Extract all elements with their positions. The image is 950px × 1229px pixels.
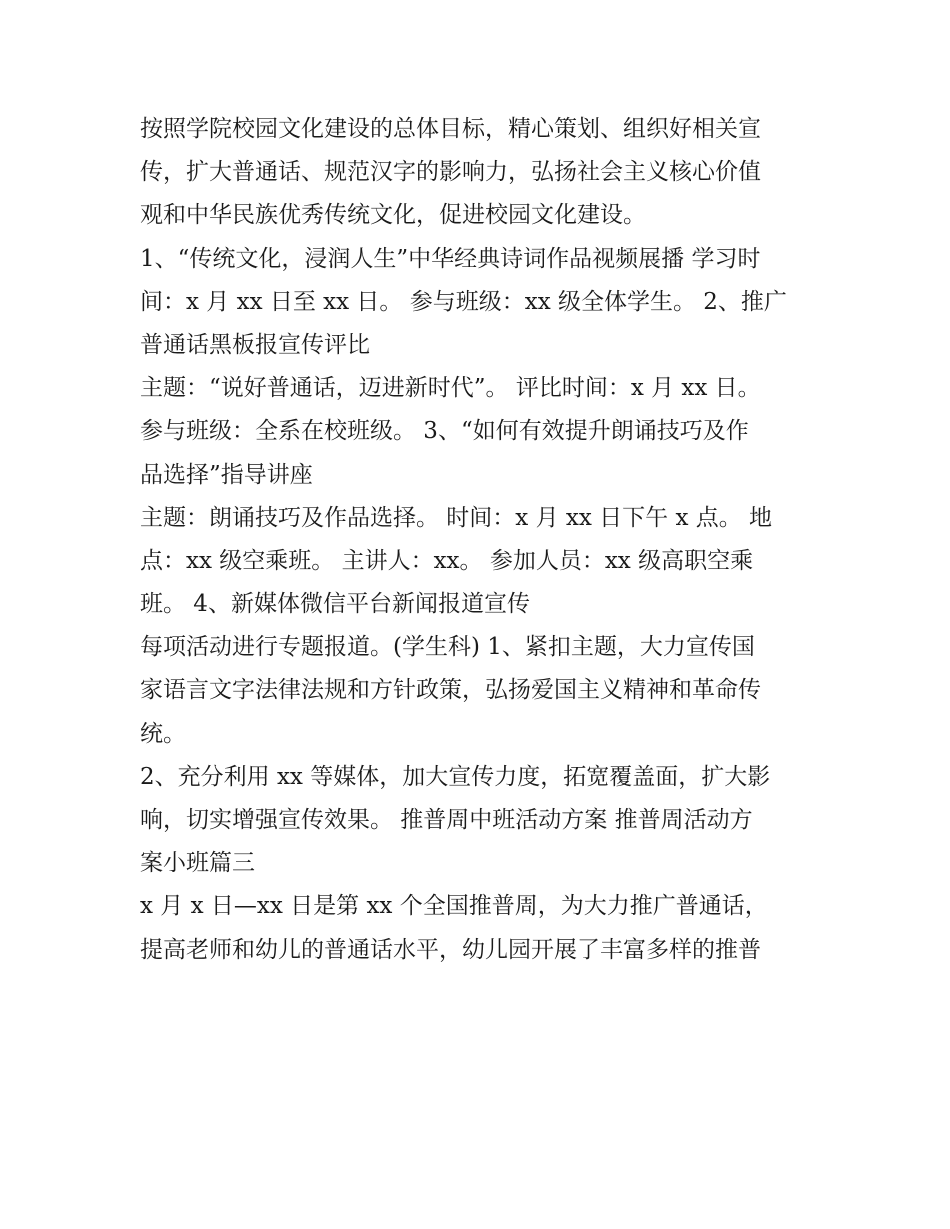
text-line: 间：x 月 xx 日至 xx 日。 参与班级：xx 级全体学生。 2、推广 (140, 288, 787, 315)
text-line: 家语言文字法律法规和方针政策，弘扬爱国主义精神和革命传 (140, 677, 761, 704)
text-line: 提高老师和幼儿的普通话水平，幼儿园开展了丰富多样的推普 (140, 936, 761, 963)
text-line: 观和中华民族优秀传统文化，促进校园文化建设。 (140, 202, 646, 229)
text-line: 主题：朗诵技巧及作品选择。 时间：x 月 xx 日下午 x 点。 地 (140, 504, 773, 531)
text-line: 传，扩大普通话、规范汉字的影响力，弘扬社会主义核心价值 (140, 159, 761, 186)
text-line: 统。 (140, 720, 186, 747)
text-line: 案小班篇三 (140, 850, 255, 877)
text-line: 品选择”指导讲座 (140, 461, 313, 488)
text-line: 2、充分利用 xx 等媒体，加大宣传力度，拓宽覆盖面，扩大影 (140, 763, 771, 790)
text-line: 主题：“说好普通话，迈进新时代”。 评比时间：x 月 xx 日。 (140, 375, 761, 402)
text-line: 点：xx 级空乘班。 主讲人：xx。 参加人员：xx 级高职空乘 (140, 547, 754, 574)
text-line: 每项活动进行专题报道。(学生科) 1、紧扣主题，大力宣传国 (140, 634, 755, 661)
text-line: 1、“传统文化，浸润人生”中华经典诗词作品视频展播 学习时 (140, 245, 761, 272)
text-line: 响，切实增强宣传效果。 推普周中班活动方案 推普周活动方 (140, 807, 753, 833)
text-line: 参与班级：全系在校班级。 3、“如何有效提升朗诵技巧及作 (140, 418, 749, 445)
text-line: 班。 4、新媒体微信平台新闻报道宣传 (140, 591, 530, 618)
text-line: 普通话黑板报宣传评比 (140, 331, 370, 358)
body-text (140, 108, 820, 972)
text-line: x 月 x 日—xx 日是第 xx 个全国推普周，为大力推广普通话， (140, 893, 768, 920)
text-line: 按照学院校园文化建设的总体目标，精心策划、组织好相关宣 (140, 116, 761, 142)
